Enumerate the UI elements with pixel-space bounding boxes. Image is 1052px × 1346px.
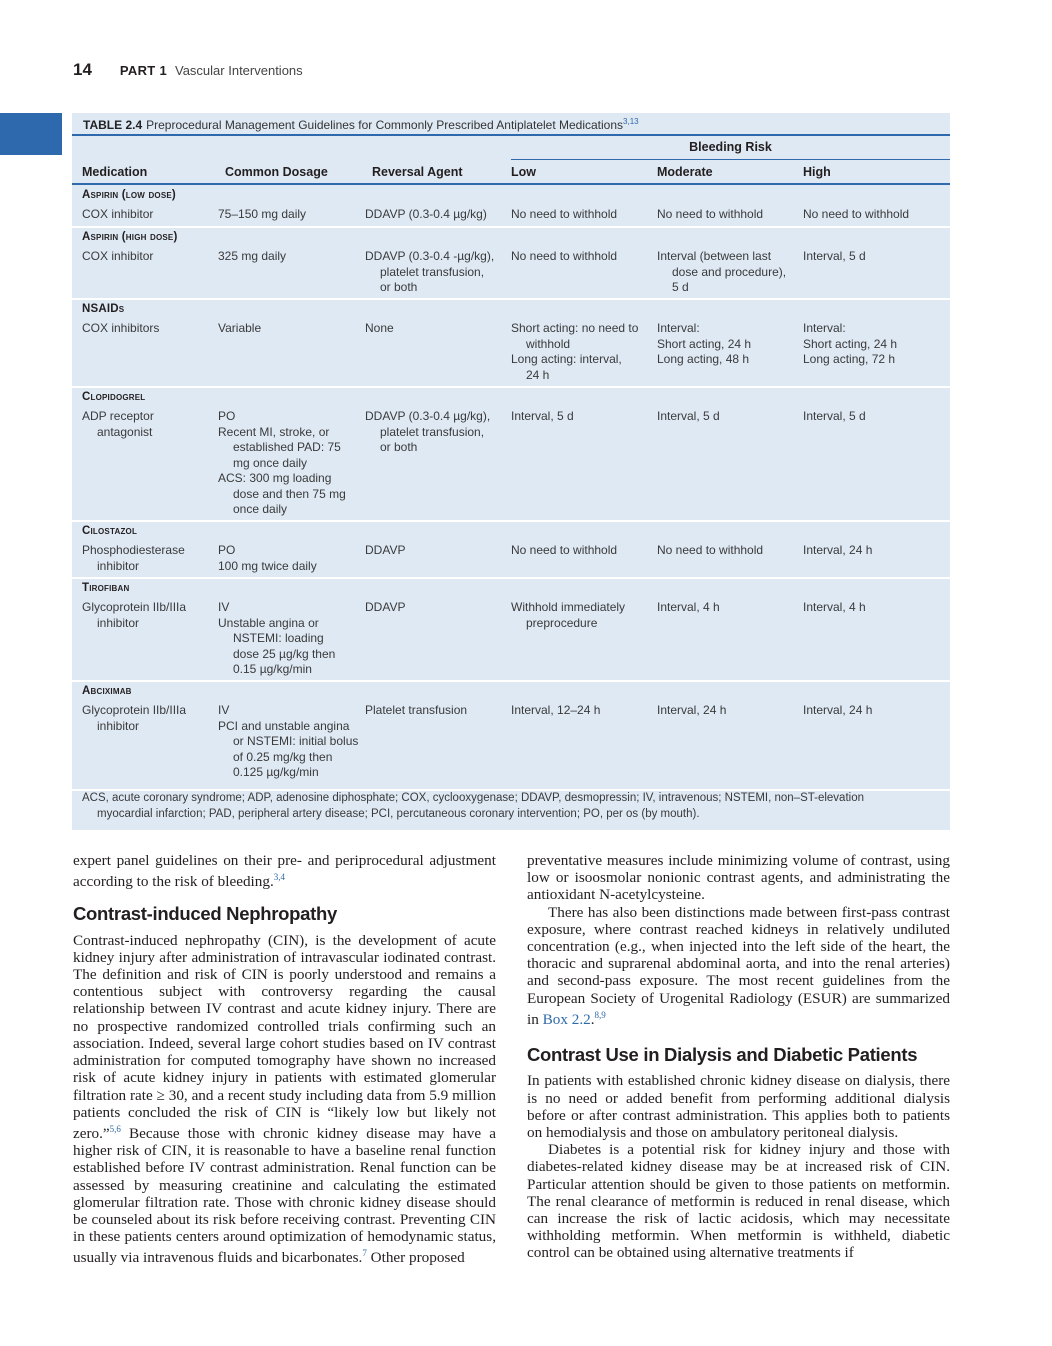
- cell-reversal-agent: DDAVP (0.3-0.4 µg/kg): [365, 207, 487, 221]
- row-divider: [72, 520, 950, 522]
- cell-medication: COX inhibitor: [82, 207, 154, 221]
- cell-high-risk: Interval, 5 d: [803, 249, 866, 263]
- col-header-reversal-agent: Reversal Agent: [372, 165, 463, 179]
- cell-common-dosage: IV PCI and unstable angina or NSTEMI: initial bolus of 0.25 mg/kg then 0.125 µg/kg/min: [218, 703, 359, 779]
- cell-common-dosage: 325 mg daily: [218, 249, 287, 263]
- cell-common-dosage: IV Unstable angina or NSTEMI: loading dose 25 µg/kg then 0.15 µg/kg/min: [218, 600, 336, 676]
- cell-low-risk: No need to withhold: [511, 207, 618, 221]
- col-header-low-risk: Low: [511, 165, 536, 179]
- cell-common-dosage: PO 100 mg twice daily: [218, 543, 317, 573]
- cell-medication: Glycoprotein IIb/IIIa inhibitor: [82, 703, 187, 733]
- cell-reversal-agent: DDAVP: [365, 600, 406, 614]
- cell-low-risk: Short acting: no need to withhold Long acting: interval, 24 h: [511, 321, 639, 382]
- row-divider: [72, 298, 950, 300]
- cell-moderate-risk: Interval, 5 d: [657, 409, 720, 423]
- ref-link[interactable]: 3,4: [273, 872, 286, 883]
- cell-common-dosage: 75–150 mg daily: [218, 207, 307, 221]
- right-column: [527, 852, 950, 1262]
- right-paragraph-3: In patients with established chronic kidney disease on dialysis, there is no need or added benefit from performing additional dialysis before or after contrast administration. This applies both to patients on hemodialysis and those on ambulatory peritoneal dialysis.: [527, 1072, 950, 1141]
- running-header: [73, 60, 303, 82]
- left-paragraph-2: Contrast-induced nephropathy (CIN), is the development of acute kidney injury after administration of intravascular iodinated contrast. The definition and risk of CIN is poorly understood and remains a contentious subject with controversy regarding the causal relationship between IV contrast and acute kidney injury. There are no prospective randomized controlled trials confirming such an association. Indeed, several large cohort studies based on IV contrast administration for computed tomography have shown no increased risk of acute kidney injury in patients with estimated glomerular filtration rate ≥ 30, and a recent study including data from 5.9 million patients concluded the risk of CIN is “likely low but likely not zero.”$^{5,6}$ Because those with chronic kidney disease may have a higher risk of CIN, it is reasonable to have a baseline renal function established before IV contrast administration. Renal function can be assessed by measuring creatinine and calculating the estimated glomerular filtration rate. Those with chronic kidney disease should be counseled about its risk before receiving contrast. Preventing CIN in these patients centers around optimization of hemodynamic status, usually via intravenous fluids and bicarbonates.$^7$ Other proposed: [73, 931, 496, 1267]
- cell-high-risk: Interval, 24 h: [803, 543, 873, 557]
- group-header-rule: [511, 159, 950, 160]
- cell-high-risk: Interval, 5 d: [803, 409, 866, 423]
- cell-medication: Phosphodiesterase inhibitor: [82, 543, 185, 573]
- drug-name-tirofiban: Tirofiban: [82, 582, 130, 594]
- right-paragraph-1: preventative measures include minimizing volume of contrast, using low or isoosmolar nonionic contrast agents, and administrating the antioxidant N-acetylcysteine.: [527, 852, 950, 904]
- heading-contrast-nephropathy: Contrast-induced Nephropathy: [73, 903, 337, 925]
- cell-moderate-risk: Interval, 4 h: [657, 600, 720, 614]
- row-divider: [72, 789, 950, 791]
- row-divider: [72, 226, 950, 228]
- ref-link[interactable]: 5,6: [109, 1123, 121, 1134]
- cell-medication: ADP receptor antagonist: [82, 409, 154, 439]
- right-paragraph-2: There has also been distinctions made between first-pass contrast exposure, where contrast reached kidneys in relatively undiluted concentration (e.g., when injected into the left side of the heart, the thoracic and suprarenal abdominal aorta, and into the renal arteries) and second-pass exposure. The most recent guidelines from the European Society of Urogenital Radiology (ESUR) are summarized in Box 2.2.$^{8,9}$: [527, 903, 950, 1028]
- col-header-common-dosage: Common Dosage: [225, 165, 328, 179]
- drug-name-aspirin-low-dose: Aspirin (low dose): [82, 189, 176, 201]
- row-divider: [72, 577, 950, 579]
- cell-moderate-risk: No need to withhold: [657, 207, 764, 221]
- cell-common-dosage: Variable: [218, 321, 262, 335]
- part-title: Vascular Interventions: [175, 63, 303, 78]
- cell-reversal-agent: DDAVP (0.3-0.4 -µg/kg), platelet transfusion, or both: [365, 249, 495, 294]
- header-rule: [72, 183, 950, 185]
- table-caption-refs: 3,13: [623, 117, 639, 126]
- cell-low-risk: Withhold immediately preprocedure: [511, 600, 626, 630]
- chapter-tab: [0, 113, 62, 155]
- cell-high-risk: Interval, 4 h: [803, 600, 866, 614]
- cell-common-dosage: PO Recent MI, stroke, or established PAD: 75 mg once daily ACS: 300 mg loading dose and then 75 mg once daily: [218, 409, 346, 516]
- box-link[interactable]: Box 2.2: [542, 1010, 591, 1028]
- row-divider: [72, 680, 950, 682]
- cell-moderate-risk: Interval, 24 h: [657, 703, 727, 717]
- cell-moderate-risk: Interval (between last dose and procedure), 5 d: [657, 249, 787, 294]
- caption-rule: [72, 134, 950, 136]
- cell-low-risk: Interval, 12–24 h: [511, 703, 601, 717]
- cell-high-risk: Interval: Short acting, 24 h Long acting, 72 h: [803, 321, 898, 366]
- table-footnote: ACS, acute coronary syndrome; ADP, adenosine diphosphate; COX, cyclooxygenase; DDAVP, desmopressin; IV, intravenous; NSTEMI, non–ST-elevation myocardial infarction; PAD, peripheral artery disease; PCI, percutaneous coronary intervention; PO, per os (by mouth).: [82, 792, 864, 820]
- cell-high-risk: Interval, 24 h: [803, 703, 873, 717]
- cell-low-risk: Interval, 5 d: [511, 409, 574, 423]
- cell-high-risk: No need to withhold: [803, 207, 910, 221]
- col-header-medication: Medication: [82, 165, 148, 179]
- antiplatelet-table: [72, 113, 950, 830]
- drug-name-aspirin-high-dose: Aspirin (high dose): [82, 231, 178, 243]
- cell-reversal-agent: DDAVP (0.3-0.4 µg/kg), platelet transfusion, or both: [365, 409, 491, 454]
- drug-name-abciximab: Abciximab: [82, 685, 132, 697]
- col-header-high-risk: High: [803, 165, 831, 179]
- heading-dialysis-diabetic: Contrast Use in Dialysis and Diabetic Patients: [527, 1044, 918, 1066]
- column-headers: [72, 165, 950, 183]
- page-number: 14: [73, 60, 92, 79]
- cell-moderate-risk: Interval: Short acting, 24 h Long acting, 48 h: [657, 321, 752, 366]
- cell-reversal-agent: DDAVP: [365, 543, 406, 557]
- cell-reversal-agent: Platelet transfusion: [365, 703, 468, 717]
- cell-medication: COX inhibitors: [82, 321, 160, 335]
- cell-medication: Glycoprotein IIb/IIIa inhibitor: [82, 600, 187, 630]
- drug-name-clopidogrel: Clopidogrel: [82, 391, 146, 403]
- right-paragraph-4: Diabetes is a potential risk for kidney injury and those with diabetes-related kidney disease may be at increased risk of CIN. Particular attention should be given to those patients on metformin. The renal clearance of metformin is reduced in renal disease, which can increase the risk of lactic acidosis, which may necessitate withholding metformin. When metformin is withheld, diabetic control can be obtained using alternative treatments if: [527, 1141, 950, 1262]
- cell-reversal-agent: None: [365, 321, 394, 335]
- cell-low-risk: No need to withhold: [511, 249, 618, 263]
- cell-medication: COX inhibitor: [82, 249, 154, 263]
- table-caption-text: Preprocedural Management Guidelines for Commonly Prescribed Antiplatelet Medications: [146, 118, 624, 132]
- drug-name-nsaids: NSAIDs: [82, 303, 125, 315]
- col-header-moderate-risk: Moderate: [657, 165, 713, 179]
- left-column: [73, 852, 496, 1267]
- table-label: TABLE 2.4: [83, 118, 143, 132]
- cell-low-risk: No need to withhold: [511, 543, 618, 557]
- ref-link[interactable]: 7: [362, 1248, 367, 1259]
- cell-moderate-risk: No need to withhold: [657, 543, 764, 557]
- drug-name-cilostazol: Cilostazol: [82, 525, 138, 537]
- part-label: PART 1: [119, 63, 167, 78]
- row-divider: [72, 386, 950, 388]
- bleeding-risk-header: Bleeding Risk: [689, 140, 772, 154]
- ref-link[interactable]: 8,9: [594, 1009, 606, 1020]
- left-paragraph-1: expert panel guidelines on their pre- and periprocedural adjustment according to the risk of bleeding.$^{3,4}$: [73, 852, 496, 891]
- table-caption: [83, 117, 639, 132]
